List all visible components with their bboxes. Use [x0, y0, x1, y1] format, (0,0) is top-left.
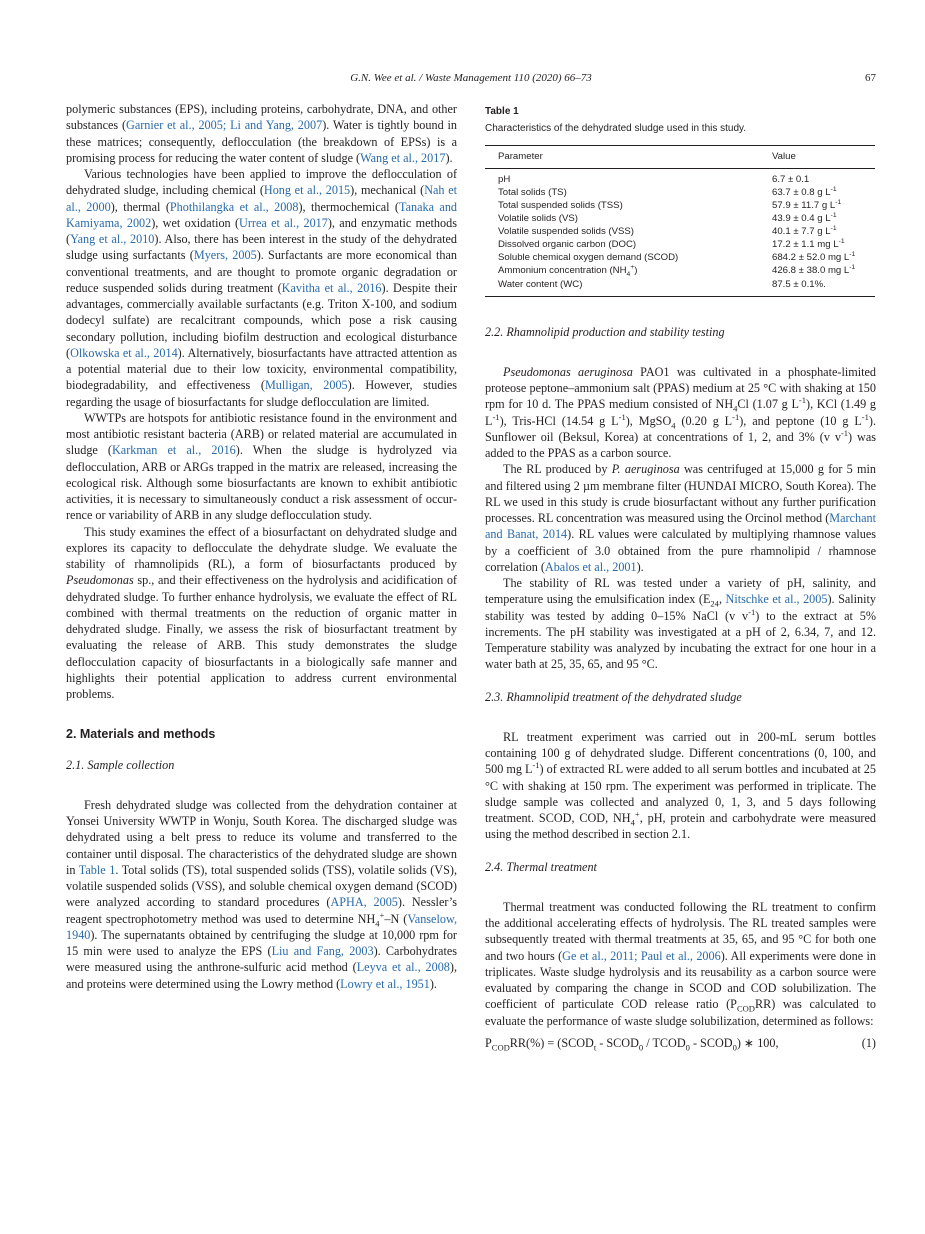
table-cell-value: 40.1 ± 7.7 g $L^{-1}$	[772, 224, 837, 238]
superscript: -1	[748, 606, 756, 617]
superscript: -1	[830, 211, 837, 219]
citation-link[interactable]: Leyva et al., 2008	[356, 960, 450, 975]
superscript: -1	[732, 411, 740, 422]
equation-1	[485, 1035, 876, 1051]
table-row	[485, 212, 875, 225]
citation-link[interactable]: Table 1	[78, 862, 116, 877]
table-row	[485, 225, 875, 238]
page-number: 67	[865, 72, 876, 84]
citation-link[interactable]: Hong et al., 2015	[263, 183, 351, 198]
equation-body: $P_{COD}RR(\%)$ = ($SCOD_t$ - $SCOD_0$ / $TCOD_0$ - $SCOD_0$) ∗ 100,	[485, 1035, 779, 1053]
subscript: 0	[732, 1042, 737, 1053]
paragraph: polymeric substances (EPS), including proteins, carbohydrate, DNA, and other substances (Garnier et al., 2005; Li and Yang, 2007). Water is tightly bound in these matrices; consequently, deflocculation (the breakdown of EPSs) is a promising process for reducing the water content of sludge (Wang et al., 2017).	[66, 102, 457, 165]
citation-link[interactable]: Kavitha et al., 2016	[281, 280, 382, 295]
citation-link[interactable]: Wang et al., 2017	[360, 150, 446, 165]
paragraph: The RL produced by P. aeruginosa was centrifuged at 15,000 g for 5 min and filtered using 2 µm membrane filter (HUNDAI MICRO, South Korea). The RL we used in this study is crude biosurfactant without any further purification processes. RL concentration was measured using the Orcinol method (Marchant and Banat, 2014). RL values were calculated by multiplying rhamnose values by a coefficient of 3.0 obtained from the pure rhamnolipid / rhamnose correlation (Abalos et al., 2001).	[485, 462, 877, 574]
citation-link[interactable]: Urrea et al., 2017	[239, 215, 328, 230]
table-cell-parameter: Soluble chemical oxygen demand (SCOD)	[498, 252, 679, 264]
superscript: -1	[849, 251, 856, 259]
table-cell-parameter: Water content (WC)	[485, 278, 759, 297]
equation-number: (1)	[861, 1035, 876, 1050]
citation-link[interactable]: Phothilangka et al., 2008	[169, 199, 299, 214]
characteristics-table	[485, 145, 875, 297]
superscript: +	[634, 809, 640, 820]
table-cell-value: 6.7 ± 0.1	[772, 173, 810, 185]
section-heading: 2. Materials and methods	[66, 727, 216, 742]
subscript: 24	[710, 598, 719, 609]
paragraph: WWTPs are hotspots for antibiotic resistance found in the environment and most antibiotic resistant bacteria (ARB) or related material are accumulated in sludge (Karkman et al., 2016). When the sludge is hydrolyzed via deflocculation, ARB or ARGs trapped in the matrix are released, increasing the ecological risk. Although some biosurfactants are known to exhibit antibiotic activities, it is necessary to simultaneously conduct a risk assessment of occurrence or variability of ARB in any sludge deflocculation study.	[66, 410, 457, 523]
citation-link[interactable]: Nitschke et al., 2005	[725, 592, 828, 607]
subscript: 0	[685, 1042, 690, 1053]
paragraph: The stability of RL was tested under a variety of pH, salinity, and temperature using the emulsification index ($E_{24}$, Nitschke et al., 2005). Salinity stability was tested by adding 0–15% NaCl (v $v^{-1}$) to the extract at 5% increments. The pH stability was investigated at a pH of 2, 6.34, 7, and 12. Temperature stability was analyzed by incubating the extract for one hour in a water bath at 25, 35, 65, and 95 °C.	[485, 576, 877, 672]
paragraph: Pseudomonas aeruginosa PAO1 was cultivated in a phosphate-limited proteose peptone–ammonium salt (PPAS) medium at 25 °C with shaking at 150 rpm for 10 d. The PPAS medium consisted of $NH_4Cl$ (1.07 g $L^{-1}$), KCl (1.49 g $L^{-1}$), Tris-HCl (14.54 g $L^{-1}$), MgSO$_4$ (0.20 g $L^{-1}$), and peptone (10 g $L^{-1}$). Sunflower oil (Beksul, Korea) at concentrations of 1, 2, and 3% (v $v^{-1}$) was added to the PPAS as a carbon source.	[485, 364, 876, 461]
table-cell-value: 17.2 ± 1.1 mg $L^{-1}$	[772, 238, 845, 251]
superscript: -1	[838, 238, 845, 246]
table-row	[485, 278, 875, 297]
table-row	[485, 238, 875, 251]
citation-link[interactable]: Tanaka and Kamiyama, 2002	[66, 199, 458, 230]
citation-link[interactable]: Mulligan, 2005	[264, 378, 348, 393]
superscript: -1	[830, 224, 837, 232]
superscript: -1	[532, 760, 540, 771]
table-title: Table 1	[485, 106, 519, 117]
subscript: 4	[733, 403, 738, 414]
table-cell-value: 87.5 ± 0.1%.	[759, 278, 875, 297]
table-cell-parameter: Dissolved organic carbon (DOC)	[498, 239, 637, 251]
paragraph: Fresh dehydrated sludge was collected from the dehydration container at Yonsei University WWTP in Wonju, South Korea. The discharged sludge was dehydrated using a belt press to reduce its volume and transferred to the container until disposal. The characteristics of the dehydrated sludge are shown in Table 1. Total solids (TS), total suspended solids (TSS), volatile solids (VS), volatile suspended solids (VSS), and soluble chemical oxygen demand (SCOD) were analyzed according to standard procedures (APHA, 2005). Nessler’s reagent spectrophotometry method was used to determine $NH_4^+-N$ (Vanselow, 1940). The supernatants obtained by centrifuging the sludge at 10,000 rpm for 15 min were used to analyze the EPS (Liu and Fang, 2003). Carbohydrates were measured using the anthrone-sulfuric acid method (Leyva et al., 2008), and proteins were determined using the Lowry method (Lowry et al., 1951).	[66, 797, 457, 991]
paragraph: RL treatment experiment was carried out in 200-mL serum bottles containing 100 g of dehydrated sludge. Different concentrations (0, 100, and 500 mg $L^{-1}$) of extracted RL were added to all serum bottles and incubated at 25 °C with shaking at 150 rpm. The experiment was performed in triplicate. The sludge sample was collected and analyzed 0, 1, 3, and 5 days following treatment. SCOD, COD, $NH_4^+$, pH, protein and carbohydrate were measured using the method described in section 2.1.	[485, 729, 876, 842]
citation-link[interactable]: Vanselow, 1940	[66, 911, 457, 942]
citation-link[interactable]: Olkowska et al., 2014	[70, 345, 178, 360]
italic-term: Pseudomonas aeruginosa	[503, 364, 633, 379]
superscript: -1	[861, 411, 869, 422]
citation-link[interactable]: APHA, 2005	[330, 895, 398, 910]
citation-link[interactable]: Nah et al., 2000	[66, 183, 458, 214]
citation-link[interactable]: Myers, 2005	[193, 248, 257, 263]
superscript: -1	[618, 411, 626, 422]
table-cell-value: 684.2 ± 52.0 mg $L^{-1}$	[772, 251, 856, 264]
citation-link[interactable]: Marchant and Banat, 2014	[485, 511, 876, 542]
right-column	[485, 101, 876, 1051]
subscript: 0	[638, 1042, 644, 1053]
subscript: 4	[375, 917, 380, 928]
table-row	[485, 199, 875, 212]
superscript: -1	[492, 411, 500, 422]
subscript: 4	[671, 420, 676, 431]
table-row	[485, 186, 875, 199]
superscript: -1	[835, 198, 842, 206]
table-cell-parameter: Ammonium concentration $(NH_4^+)$	[498, 264, 638, 279]
table-cell-parameter: Total solids (TS)	[498, 186, 567, 198]
table-cell-value: 63.7 ± 0.8 g $L^{-1}$	[772, 185, 837, 198]
subscript: 4	[626, 271, 631, 279]
running-head: G.N. Wee et al. / Waste Management 110 (2020) 66–73	[350, 72, 592, 84]
table-cell-value: 426.8 ± 38.0 mg $L^{-1}$	[772, 264, 856, 277]
paragraph: This study examines the effect of a biosurfactant on dehydrated sludge and explores its capacity to deflocculate the dehydrate sludge. We evaluate the stability of rhamnolipids (RL), a form of biosurfactants produced by Pseudomonas sp., and their effectiveness on the hydrolysis and acidification of dehydrated sludge. To further enhance hydrolysis, we evaluate the effect of RL combined with thermal treatments on the reduction of organic matter in dehydrated sludge. Finally, we assess the risk of biosurfactant treatment by evaluating the release of ARB. This study demonstrates the sludge deflocculation capacity of biosurfactants in a biologically safe manner and highlights their potential application to address current environmental problems.	[66, 524, 457, 701]
subscript: COD	[491, 1042, 510, 1053]
table-cell-parameter: Volatile solids (VS)	[498, 213, 578, 225]
superscript: +	[379, 909, 385, 920]
table-cell-parameter: Volatile suspended solids (VSS)	[498, 226, 634, 238]
italic-term: P. aeruginosa	[611, 462, 680, 477]
table-header-parameter: Parameter	[485, 145, 759, 168]
superscript: +	[630, 264, 635, 272]
table-caption: Characteristics of the dehydrated sludge used in this study.	[485, 123, 747, 135]
subscript: t	[593, 1042, 597, 1053]
citation-link[interactable]: Karkman et al., 2016	[112, 443, 236, 458]
table-cell-parameter: Total suspended solids (TSS)	[498, 199, 623, 211]
paragraph: Various technologies have been applied to improve the deflocculation of dehydrated sludge, including chemical (Hong et al., 2015), mechanical (Nah et al., 2000), thermal (Phothilangka et al., 2008), thermochemical (Tanaka and Kamiyama, 2002), wet oxidation (Urrea et al., 2017), and enzymatic methods (Yang et al., 2010). Also, there has been interest in the study of the dehydrated sludge using surfactants (Myers, 2005). Surfactants are more economical than conventional treatments, and are thought to promote organic degradation or reduce suspended solids during treatment (Kavitha et al., 2016). Despite their advantages, commercially available surfactants (e.g. Triton X-100, and sodium dodecyl sulfate) are recalcitrant compounds, which pose a risk causing secondary pollution, including biofilm destruction and ecological disturbance (Olkowska et al., 2014). Alternatively, biosurfactants have attracted attention as a potential material due to their low toxicity, environmental compatibility, biodegradability, and effectiveness (Mulligan, 2005). However, studies regarding the usage of biosurfactants for sludge deflocculation are limited.	[66, 167, 458, 409]
subsection-heading: 2.4. Thermal treatment	[485, 859, 597, 874]
citation-link[interactable]: Lowry et al., 1951	[340, 976, 430, 991]
citation-link[interactable]: Ge et al., 2011; Paul et al., 2006	[562, 948, 721, 963]
superscript: -1	[849, 264, 856, 272]
table-cell-parameter: pH	[498, 173, 511, 185]
subsection-heading: 2.3. Rhamnolipid treatment of the dehydrated sludge	[485, 689, 742, 704]
superscript: -1	[840, 427, 849, 438]
left-column	[66, 101, 457, 992]
subsection-heading: 2.2. Rhamnolipid production and stability testing	[485, 324, 725, 339]
citation-link[interactable]: Garnier et al., 2005; Li and Yang, 2007	[126, 118, 323, 133]
subscript: COD	[736, 1003, 755, 1014]
table-cell-value: 43.9 ± 0.4 g $L^{-1}$	[772, 211, 837, 225]
citation-link[interactable]: Yang et al., 2010	[70, 232, 155, 246]
table-row	[485, 251, 875, 264]
paragraph: Thermal treatment was conducted following the RL treatment to confirm the additional accelerating effects of hydrolysis. The RL treated samples were subsequently treated with thermal treatments at 35, 65, and 95 °C for both one and two hours (Ge et al., 2011; Paul et al., 2006). All experiments were done in triplicates. Waste sludge hydrolysis and its reusability as a carbon source were evaluated by comparing the change in SCOD and COD solubilization. The coefficient of particulate COD release ratio $(P_{COD}RR)$ was calculated to evaluate the performance of waste sludge solubilization, determined as follows:	[485, 899, 877, 1028]
subsection-heading: 2.1. Sample collection	[66, 757, 175, 772]
table-row	[485, 168, 875, 186]
table-row	[485, 264, 875, 277]
running-header	[66, 72, 876, 88]
table-cell-value: 57.9 ± 11.7 g $L^{-1}$	[772, 198, 842, 211]
superscript: -1	[798, 395, 807, 406]
citation-link[interactable]: Abalos et al., 2001	[544, 559, 637, 574]
table-1	[485, 104, 876, 297]
citation-link[interactable]: Liu and Fang, 2003	[271, 944, 374, 958]
subscript: 4	[630, 817, 635, 828]
table-header-value: Value	[759, 145, 875, 168]
italic-term: Pseudomonas	[66, 573, 134, 588]
superscript: -1	[830, 185, 837, 193]
